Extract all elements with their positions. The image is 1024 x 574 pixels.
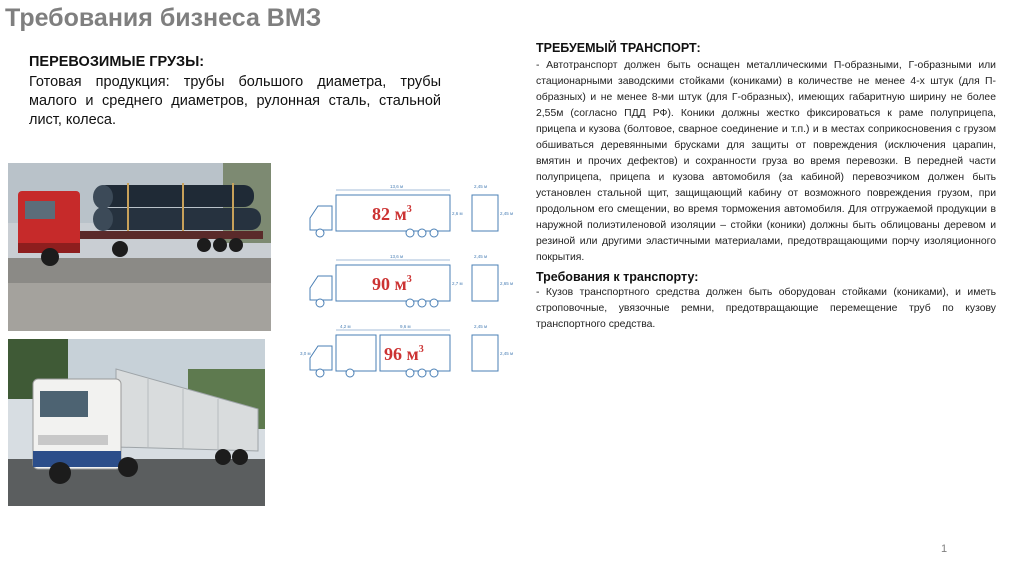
diagram-height-label: 2,7 м [452, 281, 463, 286]
page-title: Требования бизнеса ВМЗ [5, 4, 322, 32]
truck-with-pipes-photo [8, 163, 271, 331]
diagram-volume: 82 м [372, 204, 407, 224]
transport-section [536, 40, 996, 333]
diagram-length-label: 13,6 м [390, 254, 404, 259]
diagram-height2-label: 2,45 м [500, 351, 514, 356]
requirements-text: - Кузов транспортного средства должен быть оборудован стойками (кониками), и иметь строповочные, увязочные ремни, предотвращающие перемещение труб по кузову транспортного средства. [536, 287, 996, 330]
volume-superscript: 3 [418, 344, 424, 355]
truck-diagram-82 [310, 184, 513, 237]
volume-superscript: 3 [406, 274, 412, 285]
requirements-heading: Требования к транспорту: [536, 270, 699, 284]
diagram-length-label: 13,6 м [390, 184, 404, 189]
cargo-text: Готовая продукция: трубы большого диаметра, трубы малого и среднего диаметров, рулонная сталь, стальной лист, колеса. [29, 74, 441, 128]
truck-diagram-96 [300, 324, 513, 377]
diagram-height-label: 3,0 м [300, 351, 311, 356]
svg-text:90 м3 [372, 274, 412, 294]
truck-diagram-90 [310, 254, 513, 307]
diagram-width-label: 2,45 м [474, 184, 488, 189]
svg-text:96 м3 [384, 344, 424, 364]
transport-heading: ТРЕБУЕМЫЙ ТРАНСПОРТ: [536, 41, 701, 55]
diagram-width-label: 2,45 м [474, 254, 488, 259]
diagram-width-label: 2,45 м [474, 324, 488, 329]
volume-superscript: 3 [406, 204, 412, 215]
diagram-volume: 90 м [372, 274, 407, 294]
diagram-height2-label: 2,65 м [500, 281, 514, 286]
diagram-height-label: 2,6 м [452, 211, 463, 216]
svg-text:82 м3 [372, 204, 412, 224]
diagram-length-a-label: 4,2 м [340, 324, 351, 329]
transport-text: - Автотранспорт должен быть оснащен металлическими П-образными, Г-образными или стационарными заводскими стойками (кониками) в количестве не менее 4-х штук (для П-образных) и не менее 8-ми штук (для Г-образных), имеющих габаритную ширину не более 2,55м (согласно ПДД РФ). Коники должны жестко фиксироваться к раме полуприцепа, прицепа и кузова (болтовое, сварное соединение и т.п.) и в местах соприкосновения с грузом обшиваться деревянными брусками для защиты от повреждения (исключения царапин, вмятин и прочих дефектов) и сохранности груза во время перевозки. В передней части полуприцепа, прицепа и кузова автомобиля (за кабиной) перевозчиком должен быть установлен стальной щит, защищающий кабину от возможного повреждения грузом, при продольном его смещении, во время торможения автомобиля. Для отгружаемой продукции в наружной полиэтиленовой изоляции – стойки (коники) должны быть облицованы деревом и резиной или другими эластичными материалами, предотвращающими порчу изоляционного покрытия. [536, 60, 996, 263]
truck-volume-diagrams [300, 180, 530, 380]
cargo-heading: ПЕРЕВОЗИМЫЕ ГРУЗЫ: [29, 54, 205, 70]
diagram-height2-label: 2,45 м [500, 211, 514, 216]
page-number: 1 [941, 543, 948, 555]
diagram-length-b-label: 9,6 м [400, 324, 411, 329]
curtain-truck-photo [8, 339, 265, 506]
diagram-volume: 96 м [384, 344, 419, 364]
